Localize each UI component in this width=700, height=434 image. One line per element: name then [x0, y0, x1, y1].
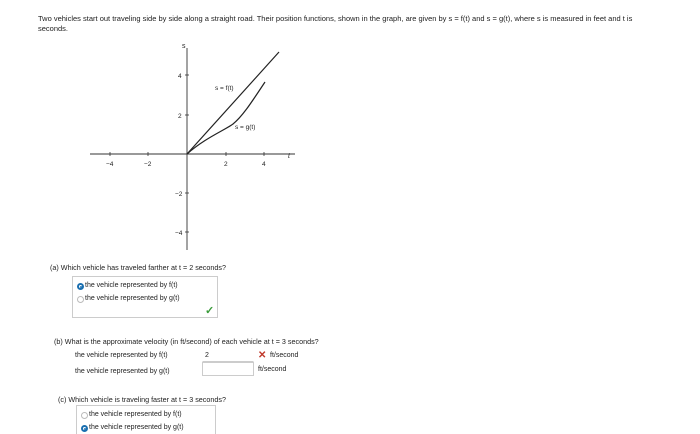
part-c-answer-box	[76, 405, 216, 434]
part-a-option-f[interactable]: the vehicle represented by f(t)	[85, 282, 178, 289]
part-c-option-f[interactable]: the vehicle represented by f(t)	[89, 411, 182, 418]
part-b-row1-label: the vehicle represented by f(t)	[75, 352, 168, 359]
tick-x-2: 2	[224, 161, 228, 168]
velocity-f-input[interactable]: 2	[202, 350, 254, 362]
tick-x-neg4: −4	[106, 161, 114, 168]
tick-y-neg2: −2	[175, 191, 183, 198]
incorrect-x-icon: ✕	[258, 350, 267, 361]
part-a-answer-box	[72, 276, 218, 318]
problem-line-2: seconds.	[38, 24, 69, 33]
part-b-question: (b) What is the approximate velocity (in ft/second) of each vehicle at t = 3 seconds?	[54, 337, 319, 346]
g-curve-label: s = g(t)	[235, 124, 256, 131]
g-curve	[187, 82, 265, 154]
position-graph	[85, 38, 300, 253]
f-line	[187, 52, 279, 154]
s-axis-label: s	[182, 43, 186, 50]
part-c-option-g[interactable]: the vehicle represented by g(t)	[89, 424, 184, 431]
problem-line-1: Two vehicles start out traveling side by side along a straight road. Their position functions, shown in the graph, are given by s = f(t) and s = g(t), where s is measured in feet and t is	[38, 14, 633, 23]
part-b-row2-label: the vehicle represented by g(t)	[75, 368, 170, 375]
tick-x-4: 4	[262, 161, 266, 168]
correct-check-icon: ✓	[205, 305, 215, 317]
part-a-question: (a) Which vehicle has traveled farther at t = 2 seconds?	[50, 263, 226, 272]
part-c-radio-f[interactable]	[81, 412, 88, 419]
f-curve-label: s = f(t)	[215, 85, 234, 92]
tick-y-4: 4	[178, 73, 182, 80]
part-b-row1-unit: ft/second	[270, 352, 299, 359]
tick-x-neg2: −2	[144, 161, 152, 168]
part-c-question: (c) Which vehicle is traveling faster at t = 3 seconds?	[58, 395, 226, 404]
part-a-radio-f[interactable]	[77, 283, 84, 290]
part-b-row2-unit: ft/second	[258, 366, 287, 373]
tick-y-neg4: −4	[175, 230, 183, 237]
tick-y-2: 2	[178, 113, 182, 120]
part-a-option-g[interactable]: the vehicle represented by g(t)	[85, 295, 180, 302]
velocity-g-input[interactable]	[202, 362, 254, 376]
t-axis-label: t	[288, 153, 290, 160]
part-a-radio-g[interactable]	[77, 296, 84, 303]
problem-statement	[38, 14, 700, 34]
part-c-radio-g[interactable]	[81, 425, 88, 432]
